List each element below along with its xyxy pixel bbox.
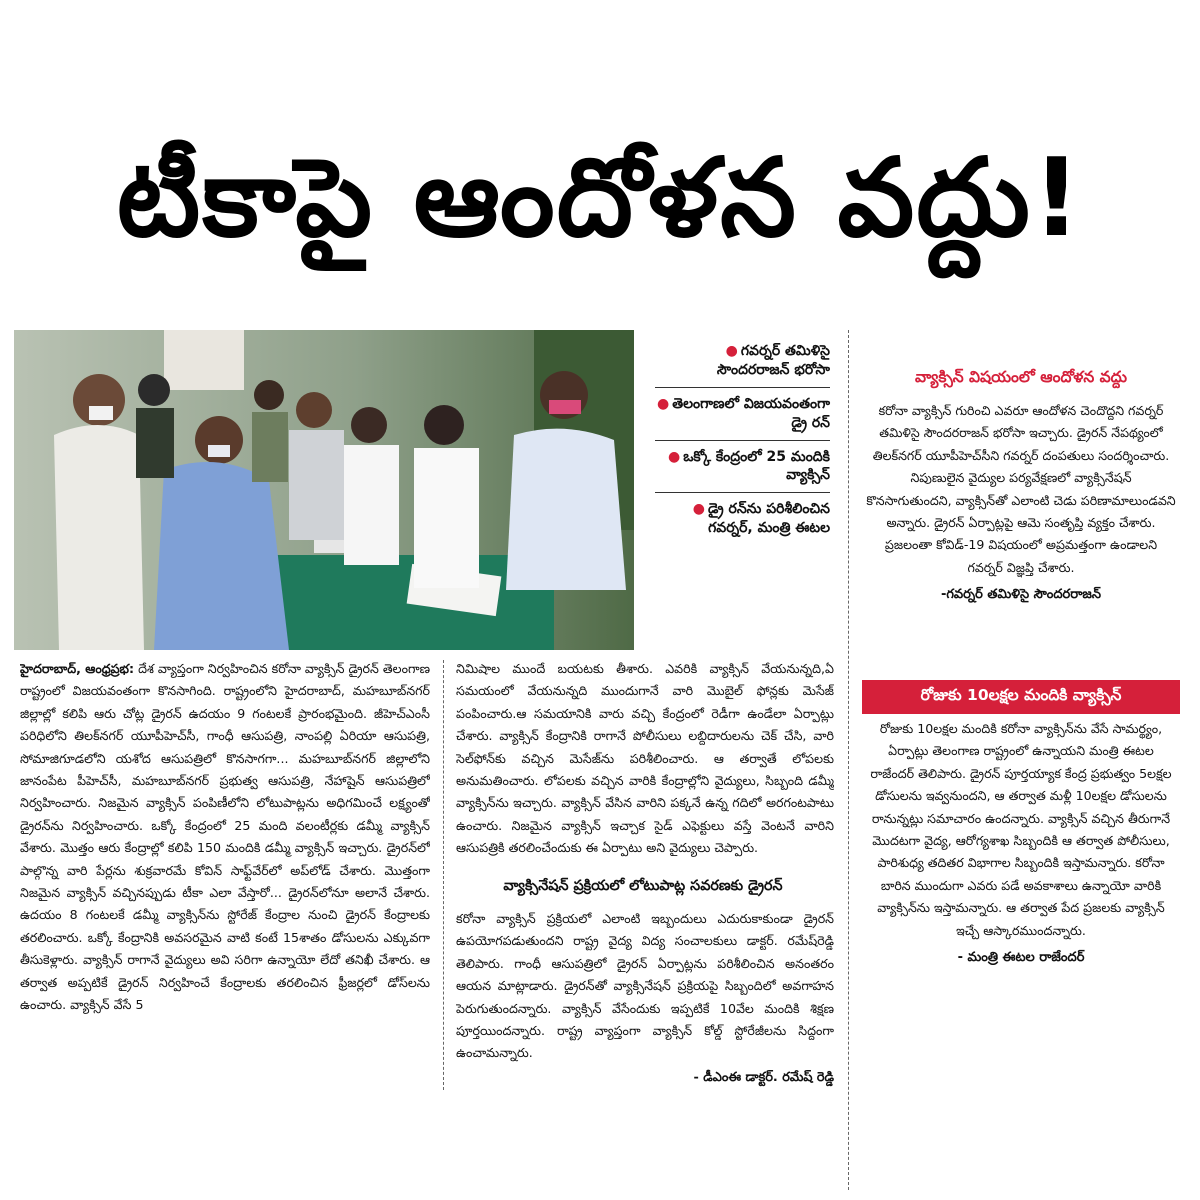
bullet-dot-icon: ● [667,448,681,465]
dateline: హైదరాబాద్, ఆంధ్రప్రభ: [20,661,135,676]
article-column-2b [456,908,834,1068]
bullet-item: ● ఒక్కో కేంద్రంలో 25 మందికి వ్యాక్సిన్ [655,441,830,494]
article-column-2 [456,658,834,863]
article-text: కరోనా వ్యాక్సిన్ ప్రక్రియలో ఎలాంటి ఇబ్బందులు ఎదురుకాకుండా డ్రైరన్ ఉపయోగపడుతుందని రాష్ట్ర వైద్య విద్య సంచాలకులు డాక్టర్. రమేష్‌రెడ్డి తెలిపారు. గాంధీ ఆసుపత్రిలో డ్రైరన్ ఏర్పాట్లను పరిశీలించిన అనంతరం ఆయన మాట్లాడారు. డ్రైరన్‌తో వ్యాక్సినేషన్ ప్రక్రియపై సిబ్బందిలో అవగాహన పెరుగుతుందన్నారు. వ్యాక్సిన్ వేసేందుకు ఇప్పటికే 10వేల మందికి శిక్షణ పూర్తయిందన్నారు. రాష్ట్ర వ్యాప్తంగా వ్యాక్సిన్ కోల్డ్ స్టోరేజీలను సిద్దంగా ఉంచామన్నారు. [456,911,834,1061]
sub-heading: వ్యాక్సినేషన్ ప్రక్రియలో లోటుపాట్ల సవరణకు డ్రైరన్ [503,878,783,894]
byline-dme: - డీఎంఈ డాక్టర్. రమేష్ రెడ్డి [693,1070,834,1085]
bullet-dot-icon: ● [725,343,738,359]
bullet-item: ● డ్రై రన్‌ను పరిశీలించిన గవర్నర్, మంత్రి ఈటల [692,501,830,537]
sidebar-title: రోజుకు 10లక్షల మందికి వ్యాక్సిన్ [862,680,1180,714]
highlight-bullets [655,335,830,545]
news-photo [14,330,634,650]
article-text: నిమిషాల ముందే బయటకు తీశారు. ఎవరికి వ్యాక్సిన్ వేయనున్నది,ఏ సమయంలో వేయనున్నది ముందుగానే వారి మొబైల్ ఫోన్లకు మెసేజ్ పంపించారు.ఆ సమయానికి వారు వచ్చి కేంద్రంలో రెడీగా ఉండేలా ఏర్పాట్లు చేశారు. వ్యాక్సిన్ కేంద్రానికి రాగానే పోలీసులు లబ్దిదారులను చెక్ చేసి, వారి సెల్‌ఫోన్‌కు వచ్చిన మెసేజ్‌ను పరిశీలించారు. ఆ తర్వాతే లోపలకు అనుమతించారు. లోపలకు వచ్చిన వారికి కేంద్రాల్లోని వైద్యులు, సిబ్బంది డమ్మీ వ్యాక్సిన్‌ను ఇచ్చారు. వ్యాక్సిన్ వేసిన వారిని పక్కనే ఉన్న గదిలో అరగంటపాటు ఉంచారు. నిజమైన వ్యాక్సిన్ ఇచ్చాక సైడ్ ఎఫెక్టులు వస్తే వెంటనే వారిని ఆసుపత్రికి తరలించేందుకు ఈ ఏర్పాటు అని వైద్యులు చెప్పారు. [456,661,834,856]
sidebar-byline: -గవర్నర్ తమిళిసై సౌందరరాజన్ [940,587,1102,603]
bullet-item: ● తెలంగాణలో విజయవంతంగా డ్రై రన్ [655,388,830,441]
sidebar-title: వ్యాక్సిన్ విషయంలో ఆందోళన వద్దు [862,362,1180,396]
sidebar-text: రోజుకు 10లక్షల మందికి కరోనా వ్యాక్సిన్‌ను వేసే సామర్థ్యం, ఏర్పాట్లు తెలంగాణ రాష్ట్రంలో ఉన్నాయని మంత్రి ఈటల రాజేందర్ తెలిపారు. డ్రైరన్ పూర్తయ్యాక కేంద్ర ప్రభుత్వం 5లక్షల డోసులను ఇవ్వనుందని, ఆ తర్వాత మళ్లీ 10లక్షల డోసులను రానున్నట్లు సమాచారం ఉందన్నారు. వ్యాక్సిన్ వచ్చిన తీరుగానే మొదటగా వైద్య, ఆరోగ్యశాఖ సిబ్బందికి ఆ తర్వాత పోలీసులు, పారిశుధ్య తదితర విభాగాల సిబ్బందికి ఇస్తామన్నారు. కరోనా బారిన ముందుగా ఎవరు పడే అవకాశాలు ఉన్నాయో వారికి వ్యాక్సిన్‌ను ఇస్తామన్నారు. ఆ తర్వాత పేద ప్రజలకు వ్యాక్సిన్ ఇచ్చే ఆస్కారముందన్నారు. [870,721,1172,938]
sidebar-box-minister [862,680,1180,974]
bullet-item: ● గవర్నర్ తమిళిసై సౌందరరాజన్ భరోసా [655,335,830,388]
column-divider [443,660,444,1090]
column-divider [848,330,849,1190]
sidebar-box-governor [862,362,1180,611]
article-text: దేశ వ్యాప్తంగా నిర్వహించిన కరోనా వ్యాక్సిన్ డ్రైరన్ తెలంగాణ రాష్ట్రంలో విజయవంతంగా కొనసాగింది. రాష్ట్రంలోని హైదరాబాద్, మహబూబ్‌నగర్ జిల్లాల్లో కలిపి ఆరు చోట్ల డ్రైరన్ ఉదయం 9 గంటలకే ప్రారంభమైంది. జీహెచ్ఎంసీ పరిధిలోని తిలక్‌నగర్ యూపీహెచ్‌సీ, గాంధీ ఆసుపత్రి, నాంపల్లి ఏరియా ఆసుపత్రి, సోమాజిగూడలోని యశోద ఆసుపత్రిలో కొనసాగగా... మహబూబ్‌నగర్ జిల్లాలోని జానంపేట పీహెచ్‌సీ, మహబూబ్‌నగర్ ప్రభుత్వ ఆసుపత్రి, నేహాషైన్ ఆసుపత్రిలో నిర్వహించారు. నిజమైన వ్యాక్సిన్ పంపిణీలోని లోటుపాట్లను అధిగమించే లక్ష్యంతో డ్రైరన్‌ను నిర్వహించారు. ఒక్కో కేంద్రంలో 25 మంది వలంటీర్లకు డమ్మీ వ్యాక్సిన్ వేశారు. మొత్తం ఆరు కేంద్రాల్లో కలిపి 150 మందికి డమ్మీ వ్యాక్సిన్ ఇచ్చారు. డ్రైరన్‌లో పాల్గొన్న వారి పేర్లను శుక్రవారమే కోవిన్ సాఫ్ట్‌వేర్‌లో అప్‌లోడ్ చేశారు. మొత్తంగా నిజమైన వ్యాక్సిన్ వచ్చినప్పుడు టీకా ఎలా వేస్తారో... డ్రైరన్‌లోనూ అలానే చేశారు. ఉదయం 8 గంటలకే డమ్మీ వ్యాక్సిన్‌ను స్టోరేజ్ కేంద్రాల నుంచి డ్రైరన్ కేంద్రాలకు తరలించారు. ఒక్కో కేంద్రానికి అవసరమైన వాటి కంటే 15శాతం డోసులను ఎక్కువగా తీసుకెళ్లారు. వ్యాక్సిన్ రాగానే వైద్యులు అవి సరిగా ఉన్నాయో లేదో తనిఖీ చేశారు. ఆ తర్వాత అప్పటికే డ్రైరన్ నిర్వహించే కేంద్రాలకు తరలించిన ఫ్రీజర్లలో డోస్‌లను ఉంచారు. వ్యాక్సిన్ వేసే 5 [20,661,430,1013]
bullet-dot-icon: ● [656,395,670,412]
sidebar-text: కరోనా వ్యాక్సిన్ గురించి ఎవరూ ఆందోళన చెందొద్దని గవర్నర్ తమిళిసై సౌందరరాజన్ భరోసా ఇచ్చారు. డ్రైరన్ నేపథ్యంలో తిలక్‌నగర్ యూపీహెచ్‌సీని గవర్నర్ దంపతులు సందర్శించారు. నిపుణులైన వైద్యుల పర్యవేక్షణలో వ్యాక్సినేషన్ కొనసాగుతుందని, వ్యాక్సిన్‌తో ఎలాంటి చెడు పరిణామాలుండవని అన్నారు. డ్రైరన్ ఏర్పాట్లపై ఆమె సంతృప్తి వ్యక్తం చేశారు. ప్రజలంతా కోవిడ్-19 విషయంలో అప్రమత్తంగా ఉండాలని గవర్నర్ విజ్ఞప్తి చేశారు. [866,403,1176,575]
article-column-1 [20,658,430,1108]
headline: టీకాపై ఆందోళన వద్దు! [116,136,1084,261]
sidebar-byline: - మంత్రి ఈటల రాజేందర్ [957,950,1085,966]
bullet-dot-icon: ● [692,501,705,518]
